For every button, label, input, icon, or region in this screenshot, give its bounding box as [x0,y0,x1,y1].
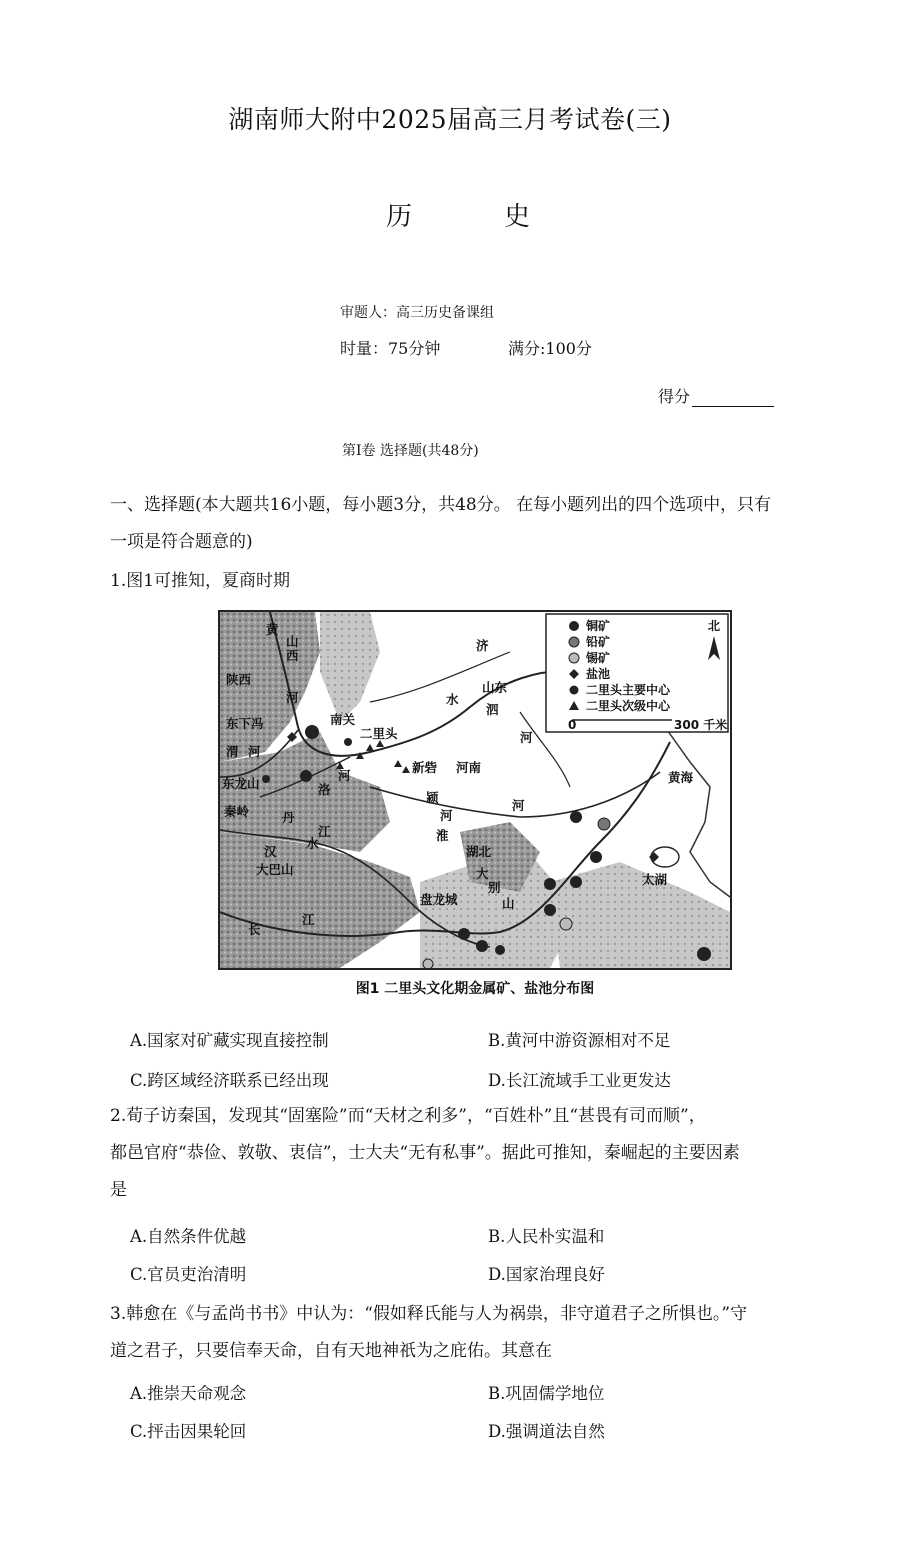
scale-zero: 0 [568,718,577,732]
map-label: 河 [440,808,453,823]
q3-option-b[interactable]: B.巩固儒学地位 [488,1384,605,1403]
q2-stem-line-1: 2.荀子访秦国，发现其“固塞险”而“天材之利多”，“百姓朴”且“甚畏有司而顺”， [110,1106,706,1126]
map-label: 颍 [426,790,439,805]
map-label: 江 [318,824,331,839]
q2-option-c[interactable]: C.官员吏治清明 [130,1265,247,1284]
full-score: 满分:100分 [508,339,592,358]
map-label: 汉 [264,844,277,859]
north-label: 北 [708,619,721,633]
score-label: 得分 [658,387,691,406]
map-label: 水 [446,692,459,707]
q3-option-a[interactable]: A.推崇天命观念 [130,1384,247,1403]
map-label: 新砦 [412,760,438,775]
map-label: 河 [512,798,525,813]
q1-stem: 1.图1可推知，夏商时期 [110,571,291,591]
map-label: 大 [476,866,489,881]
q1-option-a[interactable]: A.国家对矿藏实现直接控制 [130,1031,329,1050]
terrain-taihang [320,612,380,722]
map-label: 丹 [282,810,295,825]
section-intro-line-1: 一、选择题(本大题共16小题，每小题3分，共48分。 在每小题列出的四个选项中，只有 [110,495,772,515]
q2-option-a[interactable]: A.自然条件优越 [130,1227,247,1246]
setter-line: 审题人：高三历史备课组 [340,305,494,321]
time-limit: 时量：75分钟 [340,339,441,358]
map-label: 东下冯 [226,716,264,731]
map-label: 渭 [226,744,239,759]
legend-sub-center: 二里头次级中心 [586,699,671,713]
map-label: 陕西 [226,672,252,687]
map-label: 河 [338,768,351,783]
figure-caption: 图1 二里头文化期金属矿、盐池分布图 [355,981,595,997]
map-label: 西 [286,648,299,663]
map-label: 黄 [266,622,279,637]
legend-tin: 锡矿 [586,651,611,665]
map-label: 秦岭 [224,804,250,819]
map-label: 山东 [482,680,508,695]
map-label: 江 [302,912,315,927]
q3-option-d[interactable]: D.强调道法自然 [488,1422,605,1441]
q3-stem-line-2: 道之君子，只要信奉天命，自有天地神祇为之庇佑。其意在 [110,1341,552,1361]
score-field[interactable] [658,384,774,407]
section-heading: 第Ⅰ卷 选择题(共48分) [342,443,479,459]
section-intro-line-2: 一项是符合题意的) [110,532,253,552]
legend-lead: 铅矿 [586,635,611,649]
q1-option-b[interactable]: B.黄河中游资源相对不足 [488,1031,671,1050]
q1-option-c[interactable]: C.跨区域经济联系已经出现 [130,1071,329,1090]
map-label: 湖北 [466,844,492,859]
q1-option-d[interactable]: D.长江流域手工业更发达 [488,1071,671,1090]
map-label: 盘龙城 [420,892,458,907]
q3-option-c[interactable]: C.抨击因果轮回 [130,1422,247,1441]
map-label: 水 [306,836,319,851]
score-blank[interactable] [692,390,774,407]
map-label: 南关 [330,712,356,727]
map-label: 别 [488,880,501,895]
q3-stem-line-1: 3.韩愈在《与孟尚书书》中认为：“假如释氏能与人为祸祟，非守道君子之所惧也。”守 [110,1304,748,1324]
map-svg [220,612,730,968]
map-label: 东龙山 [222,776,260,791]
map-label: 长 [248,922,261,937]
map-label: 济 [476,638,489,653]
map-label: 大巴山 [256,862,294,877]
map-label: 二里头 [360,726,398,741]
q2-stem-line-3: 是 [110,1180,127,1200]
map-label: 黄海 [668,770,694,785]
map-label: 河 [248,744,261,759]
q2-option-b[interactable]: B.人民朴实温和 [488,1227,605,1246]
q2-option-d[interactable]: D.国家治理良好 [488,1265,605,1284]
map-label: 山 [502,896,515,911]
legend-main-center: 二里头主要中心 [586,683,671,697]
map-label: 河 [520,730,533,745]
scale-value: 300 千米 [674,718,728,732]
subject-char-2: 史 [504,202,531,232]
terrain-qinba [220,832,420,968]
subject-char-1: 历 [386,202,413,232]
map-label: 淮 [436,828,449,843]
legend-copper: 铜矿 [586,619,611,633]
exam-title: 湖南师大附中2025届高三月考试卷(三) [228,105,672,134]
q2-stem-line-2: 都邑官府“恭俭、敦敬、衷信”，士大夫“无有私事”。据此可推知，秦崛起的主要因素 [110,1143,740,1163]
map-label: 河 [286,690,299,705]
map-label: 山 [286,634,299,649]
map-label: 太湖 [642,872,668,887]
legend-salt: 盐池 [586,667,611,681]
map-label: 河南 [456,760,482,775]
map-label: 泗 [486,702,499,717]
map-label: 洛 [318,782,331,797]
figure-1-map [218,610,732,970]
